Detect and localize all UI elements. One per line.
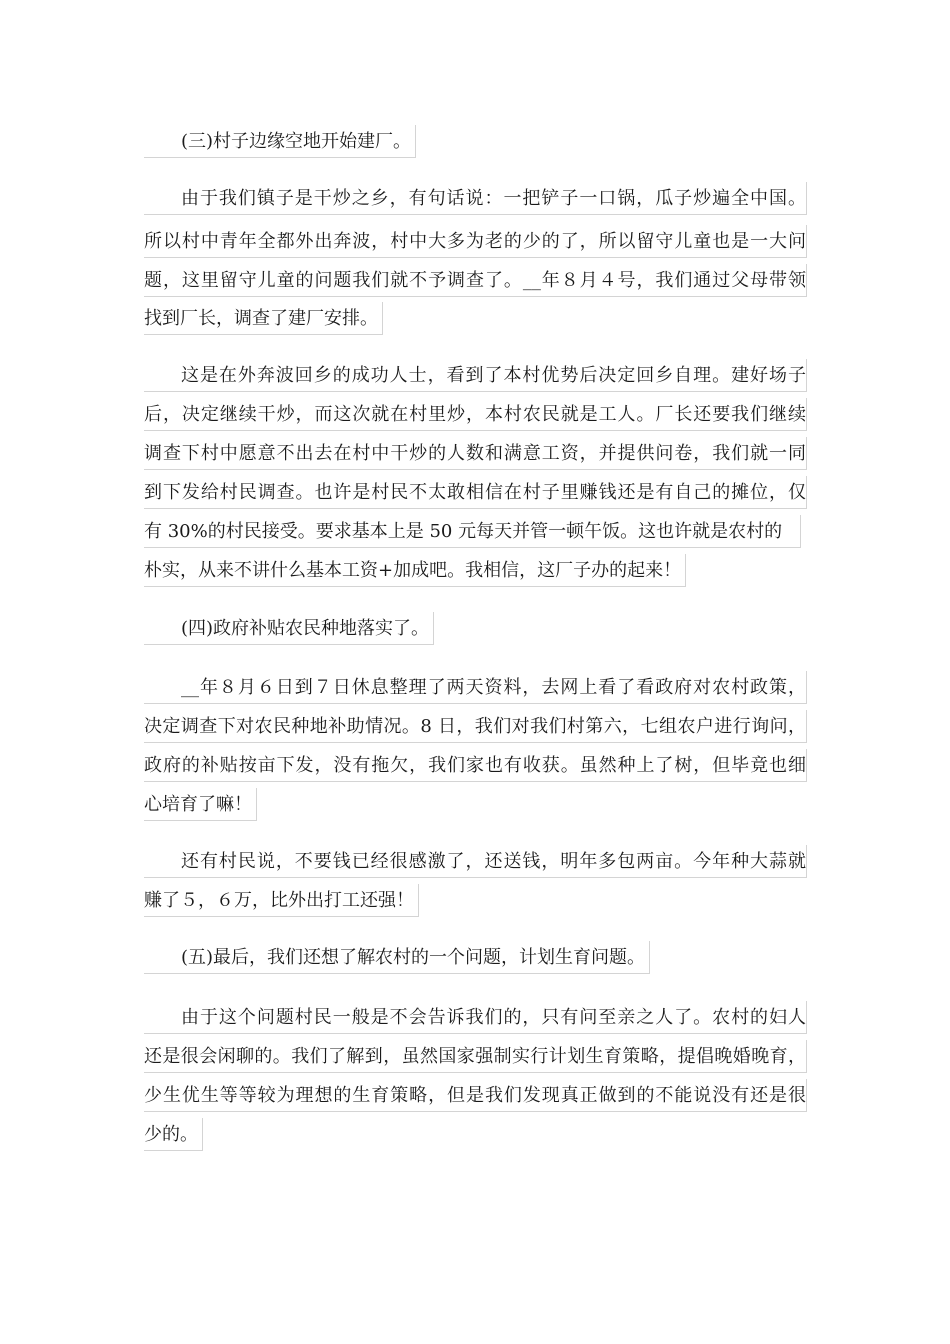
paragraph-line: 由于这个问题村民一般是不会告诉我们的，只有问至亲之人了。农村的妇人 [144, 1001, 807, 1034]
paragraph-line: 心培育了嘛！ [144, 788, 257, 821]
paragraph-line: 决定调查下对农民种地补助情况。8 日，我们对我们村第六，七组农户进行询问， [144, 710, 807, 743]
paragraph-line: 调查下村中愿意不出去在村中干炒的人数和满意工资，并提供问卷，我们就一同 [144, 437, 807, 470]
section-heading-5: (五)最后，我们还想了解农村的一个问题，计划生育问题。 [144, 941, 650, 974]
paragraph-line: 这是在外奔波回乡的成功人士，看到了本村优势后决定回乡自理。建好场子 [144, 359, 807, 392]
paragraph-line: 到下发给村民调查。也许是村民不太敢相信在村子里赚钱还是有自己的摊位，仅 [144, 476, 807, 509]
paragraph-line: 题，这里留守儿童的问题我们就不予调查了。__年８月４号，我们通过父母带领 [144, 264, 807, 297]
paragraph-line: 少生优生等等较为理想的生育策略，但是我们发现真正做到的不能说没有还是很 [144, 1079, 807, 1112]
section-heading-3: (三)村子边缘空地开始建厂。 [144, 125, 416, 158]
paragraph-line: 朴实，从来不讲什么基本工资+加成吧。我相信，这厂子办的起来！ [144, 554, 686, 587]
paragraph-line: 由于我们镇子是干炒之乡，有句话说：一把铲子一口锅，瓜子炒遍全中国。 [144, 182, 807, 215]
paragraph-line: 少的。 [144, 1118, 203, 1151]
section-heading-4: (四)政府补贴农民种地落实了。 [144, 612, 434, 645]
paragraph-line: __年８月６日到７日休息整理了两天资料，去网上看了看政府对农村政策， [144, 671, 807, 704]
paragraph-line: 还有村民说，不要钱已经很感激了，还送钱，明年多包两亩。今年种大蒜就 [144, 845, 807, 878]
paragraph-line: 赚了５，６万，比外出打工还强！ [144, 884, 419, 917]
paragraph-line: 政府的补贴按亩下发，没有拖欠，我们家也有收获。虽然种上了树，但毕竟也细 [144, 749, 807, 782]
paragraph-line: 找到厂长，调查了建厂安排。 [144, 302, 383, 335]
paragraph-line: 所以村中青年全都外出奔波，村中大多为老的少的了，所以留守儿童也是一大问 [144, 225, 807, 258]
paragraph-line: 还是很会闲聊的。我们了解到，虽然国家强制实行计划生育策略，提倡晚婚晚育， [144, 1040, 807, 1073]
paragraph-line: 有 30%的村民接受。要求基本上是 50 元每天并管一顿午饭。这也许就是农村的 [144, 515, 801, 548]
paragraph-line: 后，决定继续干炒，而这次就在村里炒，本村农民就是工人。厂长还要我们继续 [144, 398, 807, 431]
